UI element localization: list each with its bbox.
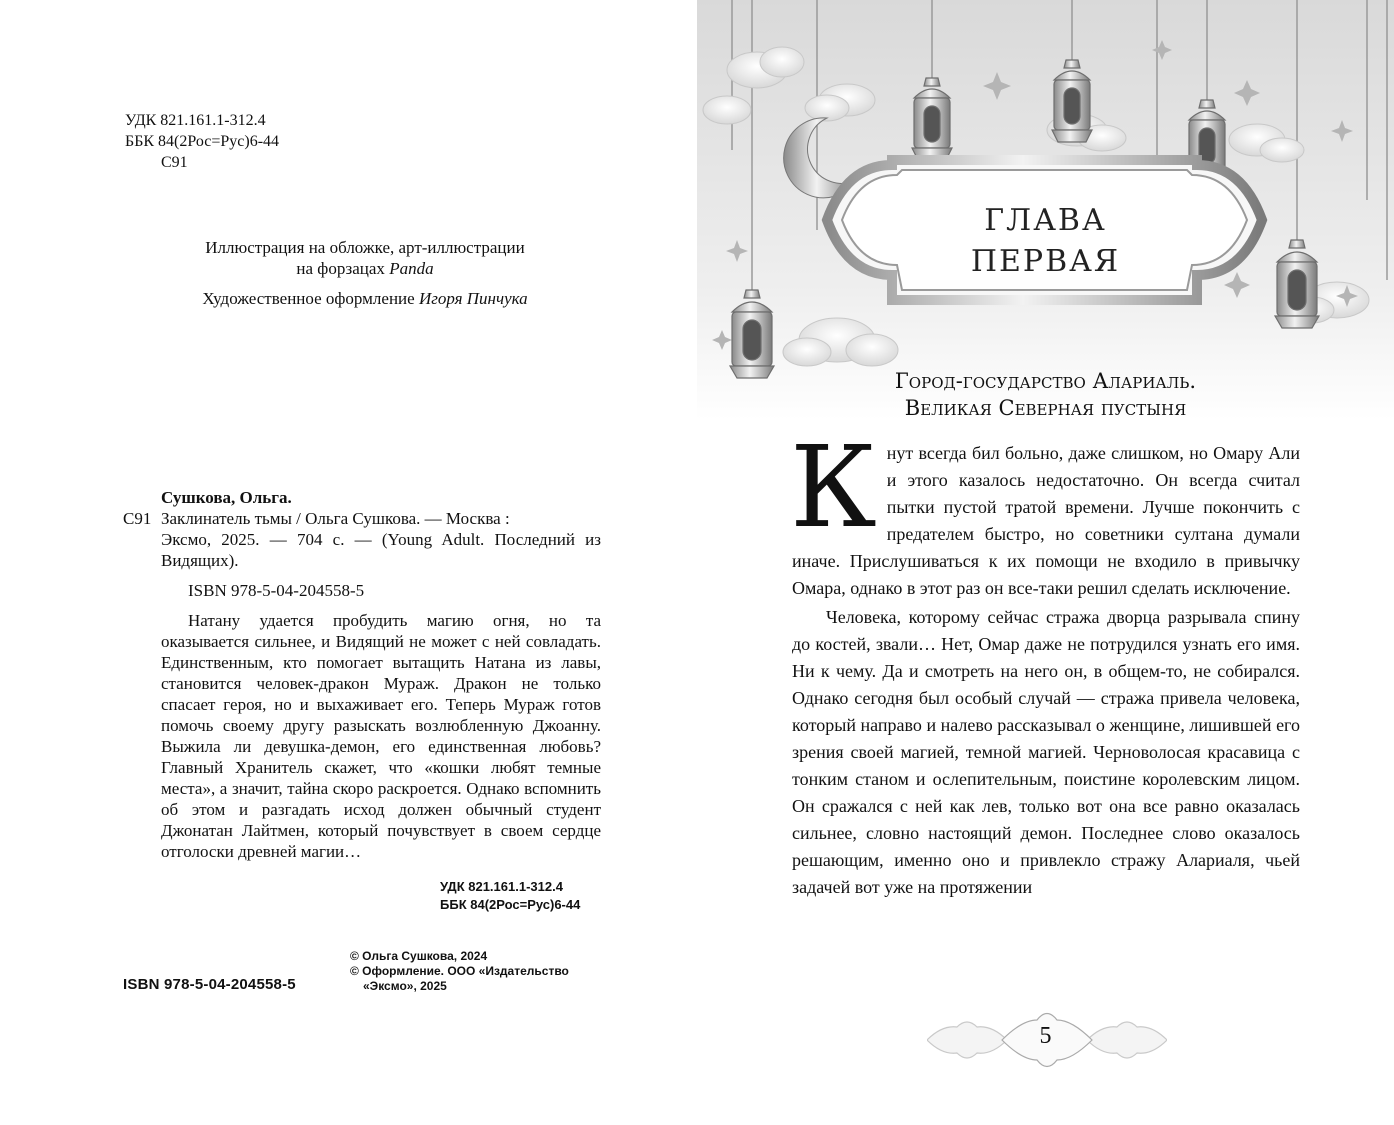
illustration-artist: Panda — [389, 259, 434, 278]
illustration-credit-line2 — [100, 258, 630, 279]
chapter-subtitle — [697, 368, 1394, 422]
subtitle-line1: Город-государство Алариаль. — [894, 369, 1197, 393]
bib-isbn: ISBN 978-5-04-204558-5 — [188, 581, 365, 600]
paragraph-2: Человека, которому сейчас стража дворца разрывала спину до костей, звали… Нет, Омар даже не потрудился узнать его имя. Ни к чему. Да и смотреть на него он, в общем-то, не собирался. Однако сегодня был особый случай — стража привела человека, который направо и налево рассказывал о женщине, лишившей его зрения своей магией, темной магией. Черноволосая красавица с тонким станом и ослепительным, поистине королевским лицом. Он сражался с ней как лев, только вот она все равно оказалась сильнее, словно настоящий демон. Последнее слово оказалось решающим, именно оно и привлекло стражу Алариаля, чьей задачей вот уже на протяжении — [792, 607, 1300, 897]
bib-code: С91 — [123, 509, 152, 528]
bbk-bottom: ББК 84(2Рос=Рус)6-44 — [440, 897, 581, 912]
bib-entry-row — [123, 508, 601, 529]
paragraph-1 — [790, 423, 1300, 602]
credits-block — [100, 237, 630, 309]
annotation: Натану удается пробудить магию огня, но та оказывается сильнее, и Видящий не может с ней совладать. Единственным, кто помогает вытащить Натана из лавы, становится человек-дракон Мураж. Дракон не только спасает героя, но и выхаживает его. Теперь Мураж готов помочь своему другу разыскать возлюбленную Джоанну. Выжила ли девушка-демон, его единственная любовь? Главный Хранитель скажет, что «кошки любят темные места», а значит, тайна скоро раскроется. Однако вспомнить об этом и разгадать исход должен обычный студент Джонатан Лайтмен, который почувствует в своем сердце отголоски древней магии… — [161, 611, 601, 861]
subtitle-line2: Великая Северная пустыня — [904, 396, 1187, 420]
bib-entry-line1: Заклинатель тьмы / Ольга Сушкова. — Москва : — [161, 509, 510, 528]
chapter-body — [790, 423, 1300, 901]
udk-bottom: УДК 821.161.1-312.4 — [440, 879, 563, 894]
author-mark: С91 — [161, 154, 188, 171]
copyright-design: © Оформление. ООО «Издательство — [350, 964, 569, 978]
page-number: 5 — [1039, 1023, 1052, 1049]
paragraph-1-text: нут всегда бил больно, даже слишком, но Омару Али и этого казалось недостаточно. Он всегда считал пытки пустой тратой времени. Лучше покончить с предателем быстро, но советники султана думали иначе. Прислушиваться к их помощи не входило в привычку Омара, однако в этот раз он все-таки решил сделать исключение. — [792, 443, 1300, 598]
drop-cap: К — [790, 423, 877, 553]
bib-entry-rest: Эксмо, 2025. — 704 с. — (Young Adult. Последний из Видящих). — [161, 530, 601, 570]
bibliographic-record — [123, 487, 601, 862]
illustration-credit-line1: Иллюстрация на обложке, арт-иллюстрации — [205, 238, 525, 257]
design-artist: Игоря Пинчука — [418, 289, 528, 308]
design-prefix: Художественное оформление — [202, 289, 419, 308]
illustration-prefix: на форзацах — [296, 259, 390, 278]
copyright-publisher: «Эксмо», 2025 — [363, 979, 447, 993]
isbn-bottom: ISBN 978-5-04-204558-5 — [123, 976, 296, 993]
bib-author: Сушкова, Ольга. — [161, 488, 292, 507]
bbk-code: ББК 84(2Рос=Рус)6-44 — [125, 133, 280, 150]
copyright-block — [350, 949, 569, 994]
udk-block-bottom — [440, 878, 580, 914]
chapter-title — [697, 200, 1394, 282]
udk-code: УДК 821.161.1-312.4 — [125, 112, 266, 129]
chapter-title-line1: ГЛАВА — [984, 203, 1107, 238]
design-credit — [100, 288, 630, 309]
copyright-author: © Ольга Сушкова, 2024 — [350, 949, 488, 963]
udk-block-top — [125, 110, 279, 173]
chapter-title-line2: ПЕРВАЯ — [970, 244, 1121, 279]
right-page — [697, 0, 1394, 1125]
